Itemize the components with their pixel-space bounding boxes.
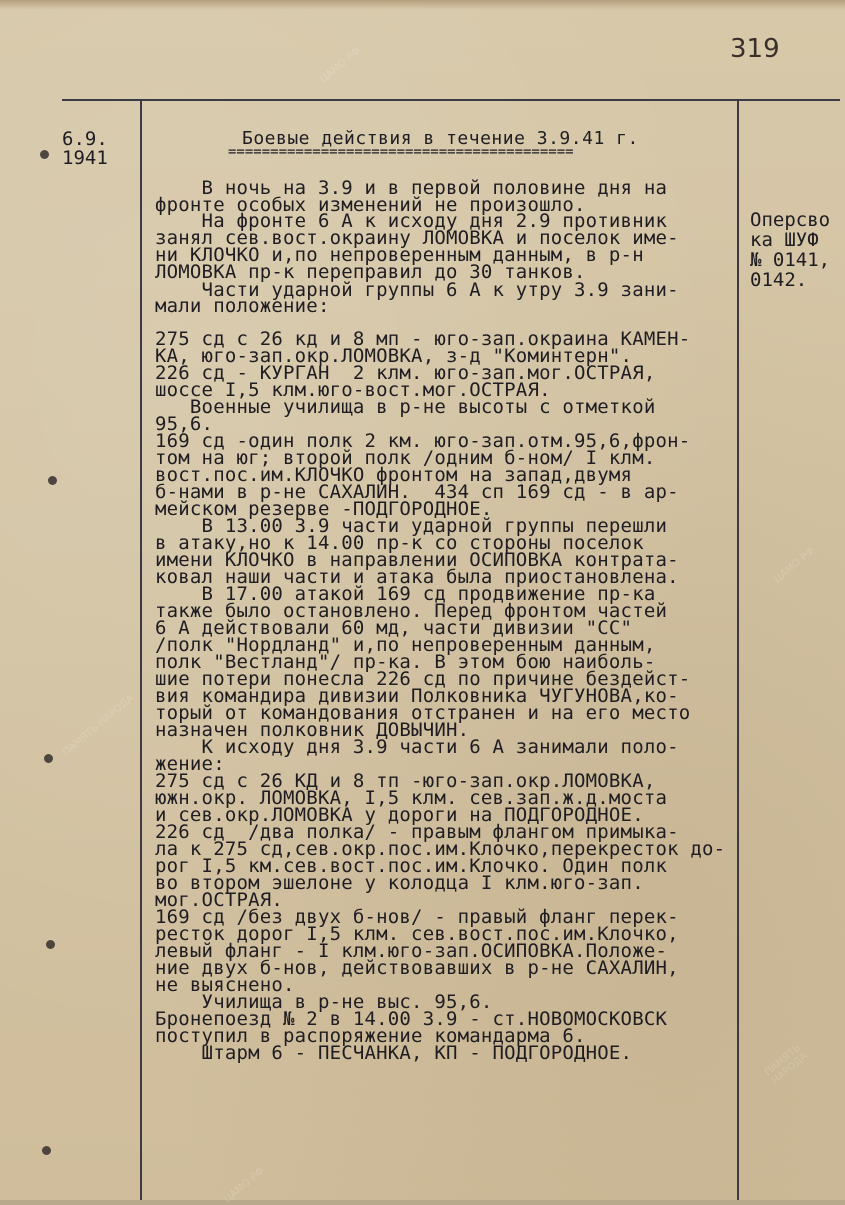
body-line: вия командира дивизии Полковника ЧУГУНОВА,ко- [155, 685, 679, 707]
body-line: В ночь на 3.9 и в первой половине дня на [155, 177, 668, 199]
body-line: На фронте 6 А к исходу дня 2.9 противник [155, 210, 668, 232]
body-line: 169 сд -один полк 2 км. юго-зап.отм.95,6,фрон- [155, 430, 691, 452]
body-line: Штарм 6 - ПЕСЧАНКА, КП - ПОДГОРОДНОЕ. [155, 1042, 633, 1064]
body-line: 95,6. [155, 413, 214, 435]
body-line: Училища в р-не выс. 95,6. [155, 991, 493, 1013]
body-line: шоссе I,5 клм.юго-вост.мог.ОСТРАЯ. [155, 379, 551, 401]
body-line: КА, юго-зап.окр.ЛОМОВКА, з-д "Коминтерн". [155, 345, 633, 367]
body-line: /полк "Нордланд" и,по непроверенным данным, [155, 634, 656, 656]
body-line: не выяснено. [155, 974, 295, 996]
body-line: ни КЛОЧКО и,по непроверенным данным, в р-н [155, 244, 644, 266]
body-line: ковал наши части и атака была приостановлена. [155, 566, 679, 588]
body-line: 169 сд /без двух б-нов/ - правый фланг перек- [155, 906, 679, 928]
body-line: мали положение: [155, 295, 330, 317]
watermark: ПАМЯТЬ НАРОДА [762, 1042, 810, 1087]
body-line: 226 сд /два полка/ - правым флангом примыка- [155, 821, 679, 843]
title-underline: ========================================= [228, 144, 574, 160]
body-line: шие потери понесла 226 сд по причине бездейст- [155, 668, 691, 690]
paper-edge [0, 0, 845, 10]
body-line: Части ударной группы 6 А к утру 3.9 зани- [155, 279, 679, 301]
body-line: и сев.окр.ЛОМОВКА у дороги на ПОДГОРОДНОЕ. [155, 804, 644, 826]
body-line: том на юг; второй полк /одним б-ном/ I клм. [155, 447, 656, 469]
body-line: ние двух б-нов, действовавших в р-не САХАЛИН, [155, 957, 679, 979]
body-line: 275 сд с 26 кд и 8 мп - юго-зап.окраина КАМЕН- [155, 328, 691, 350]
body-line: также было остановлено. Перед фронтом частей [155, 600, 668, 622]
body-line: В 17.00 атакой 169 сд продвижение пр-ка [155, 583, 656, 605]
margin-note: Оперсво ка ШУФ № 0141, 0142. [750, 209, 831, 291]
top-rule [62, 99, 840, 101]
body-line: назначен полковник ДОВЫЧИН. [155, 719, 470, 741]
watermark: ЦАМО РФ [772, 545, 817, 586]
page-number: 319 [730, 34, 780, 64]
body-line: в атаку,но к 14.00 пр-к со стороны поселок [155, 532, 644, 554]
punch-hole [44, 754, 53, 763]
watermark: ЦАМО РФ [318, 45, 363, 86]
document-title: Боевые действия в течение 3.9.41 г. [242, 128, 639, 149]
body-line: занял сев.вост.окраину ЛОМОВКА и поселок име- [155, 227, 679, 249]
body-line: К исходу дня 3.9 части 6 А занимали поло- [155, 736, 679, 758]
body-line: мог.ОСТРАЯ. [155, 889, 284, 911]
punch-hole [40, 150, 49, 159]
body-line: жение: [155, 753, 225, 775]
punch-hole [48, 476, 57, 485]
body-line: мейском резерве -ПОДГОРОДНОЕ. [155, 498, 493, 520]
body-line: фронте особых изменений не произошло. [155, 194, 586, 216]
punch-hole [46, 940, 55, 949]
body-line: вост.пос.им.КЛОЧКО фронтом на запад,двумя [155, 464, 633, 486]
punch-hole [42, 1146, 51, 1155]
body-line: ЛОМОВКА пр-к переправил до 30 танков. [155, 261, 586, 283]
body-line: во втором эшелоне у колодца I клм.юго-зап. [155, 872, 644, 894]
body-line: рог I,5 км.сев.вост.пос.им.Клочко. Один полк [155, 855, 668, 877]
body-line: 6 А действовали 60 мд, части дивизии "СС" [155, 617, 633, 639]
body-line: имени КЛОЧКО в направлении ОСИПОВКА контрата- [155, 549, 679, 571]
body-line: б-нами в р-не САХАЛИН. 434 сп 169 сд - в ар- [155, 481, 679, 503]
watermark: ПАМЯТЬ НАРОДА [60, 692, 137, 759]
body-line: Военные училища в р-не высоты с отметкой [155, 396, 656, 418]
body-line: Бронепоезд № 2 в 14.00 3.9 - ст.НОВОМОСКОВСК [155, 1008, 668, 1030]
body-line: 226 сд - КУРГАН 2 клм. юго-зап.мог.ОСТРАЯ, [155, 362, 656, 384]
left-margin-rule [140, 100, 142, 1200]
body-line: ла к 275 сд,сев.окр.пос.им.Клочко,перекресток до- [155, 838, 726, 860]
body-line: полк "Вестланд"/ пр-ка. В этом бою наиболь- [155, 651, 656, 673]
body-line: 275 сд с 26 КД и 8 тп -юго-зап.окр.ЛОМОВКА, [155, 770, 656, 792]
entry-date: 6.9. 1941 [62, 128, 108, 169]
body-line: торый от командования отстранен и на его место [155, 702, 691, 724]
body-line: южн.окр. ЛОМОВКА, I,5 клм. сев.зап.ж.д.моста [155, 787, 668, 809]
body-line: ресток дорог I,5 клм. сев.вост.пос.им.Клочко, [155, 923, 679, 945]
body-line: В 13.00 3.9 части ударной группы перешли [155, 515, 668, 537]
right-margin-rule [737, 100, 739, 1200]
body-line: левый фланг - I клм.юго-зап.ОСИПОВКА.Положе- [155, 940, 668, 962]
watermark: ЦАМО РФ [222, 1165, 267, 1205]
body-line: поступил в распоряжение командарма 6. [155, 1025, 586, 1047]
